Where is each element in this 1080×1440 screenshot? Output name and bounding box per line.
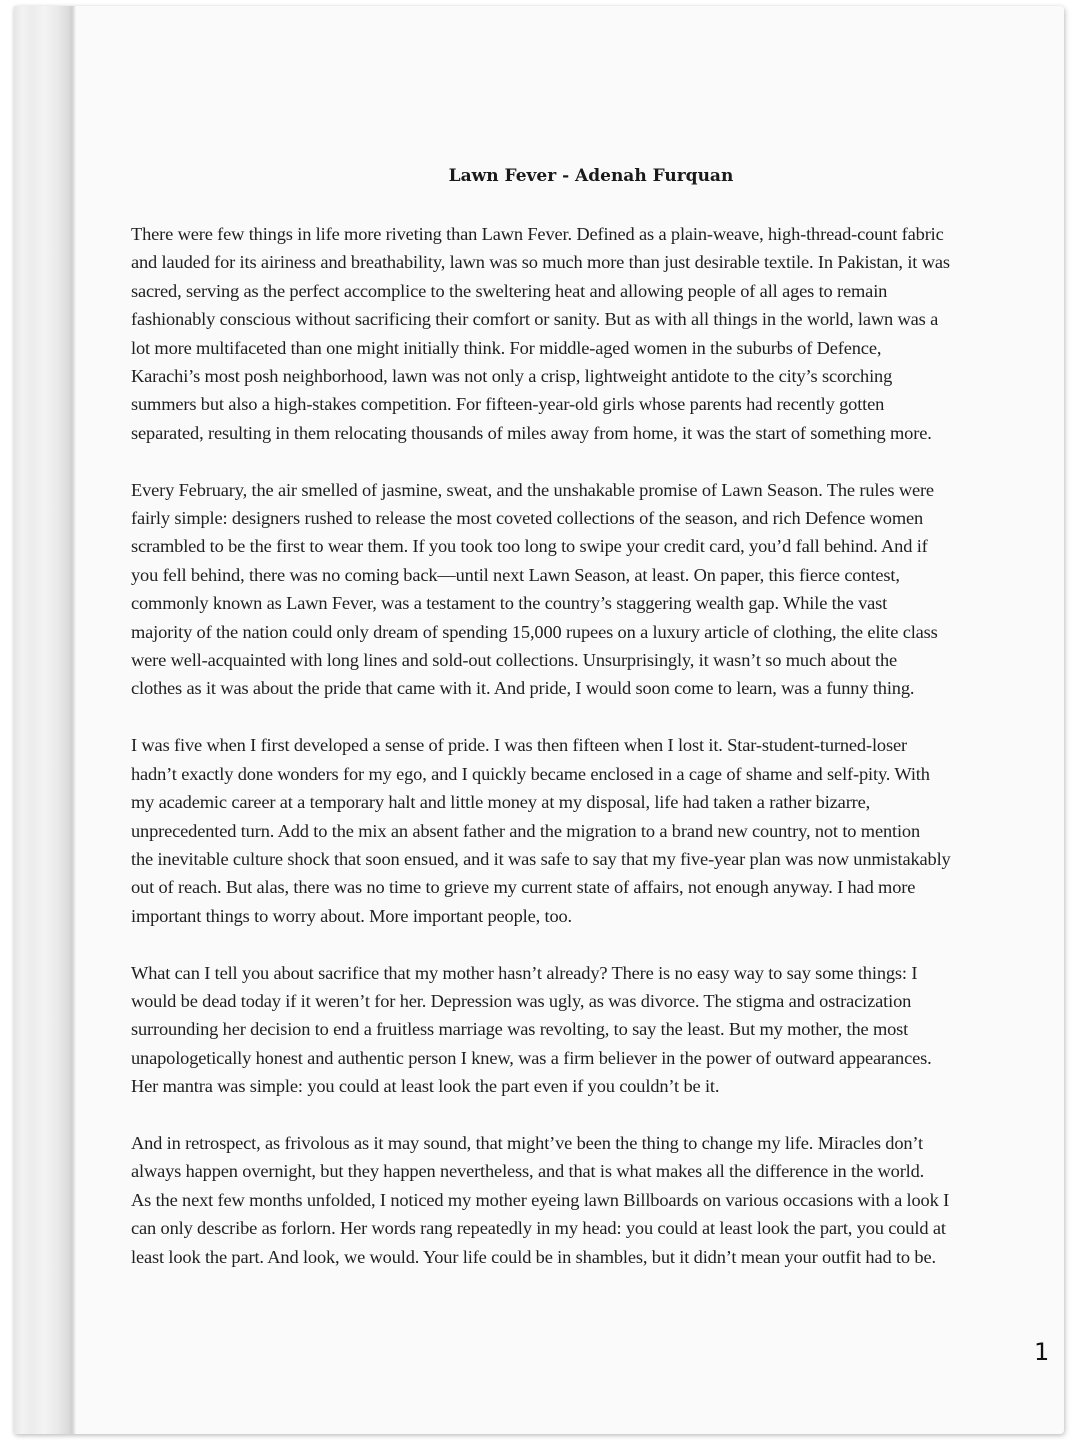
text-line: would be dead today if it weren’t for her. Depression was ugly, as was divorce. The stigma and ostracization (131, 990, 912, 1011)
text-line: I was five when I first developed a sense of pride. I was then fifteen when I lost it. Star-student-turned-loser (131, 735, 907, 756)
text-line: separated, resulting in them relocating thousands of miles away from home, it was the start of something more. (131, 422, 932, 443)
text-line: and lauded for its airiness and breathability, lawn was so much more than just desirable textile. In Pakistan, it was (131, 252, 950, 273)
text-line: majority of the nation could only dream of spending 15,000 rupees on a luxury article of clothing, the elite class (131, 621, 938, 642)
paragraph (131, 1129, 977, 1271)
text-line: important things to worry about. More important people, too. (131, 905, 572, 926)
text-line: out of reach. But alas, there was no time to grieve my current state of affairs, not enough anyway. I had more (131, 877, 916, 898)
paragraph (131, 731, 977, 930)
paragraph (131, 220, 977, 447)
text-line: Every February, the air smelled of jasmine, sweat, and the unshakable promise of Lawn Season. The rules were (131, 479, 934, 500)
text-line: always happen overnight, but they happen nevertheless, and that is what makes all the difference in the world. (131, 1161, 925, 1182)
text-line: my academic career at a temporary halt and little money at my disposal, life had taken a rather bizarre, (131, 792, 871, 813)
text-line: There were few things in life more riveting than Lawn Fever. Defined as a plain-weave, high-thread-count fabric (131, 224, 944, 244)
text-line: were well-acquainted with long lines and sold-out collections. Unsurprisingly, it wasn’t so much about the (131, 650, 898, 671)
text-line: least look the part. And look, we would. Your life could be in shambles, but it didn’t mean your outfit had to be. (131, 1246, 936, 1267)
text-line: sacred, serving as the perfect accomplice to the sweltering heat and allowing people of all ages to remain (131, 280, 888, 301)
text-line: commonly known as Lawn Fever, was a testament to the country’s staggering wealth gap. While the vast (131, 593, 888, 614)
paragraph (131, 476, 977, 703)
text-line: the inevitable culture shock that soon ensued, and it was safe to say that my five-year plan was now unmistakably (131, 848, 951, 869)
text-line: fairly simple: designers rushed to release the most coveted collections of the season, and rich Defence women (131, 508, 924, 529)
document-body (131, 220, 977, 1271)
page-number: 1 (1034, 1338, 1050, 1366)
text-line: surrounding her decision to end a fruitless marriage was revolting, to say the least. But my mother, the most (131, 1019, 909, 1040)
text-line: summers but also a high-stakes competition. For fifteen-year-old girls whose parents had recently gotten (131, 394, 885, 415)
text-line: unapologetically honest and authentic person I knew, was a firm believer in the power of outward appearances. (131, 1047, 932, 1068)
text-line: you fell behind, there was no coming back—until next Lawn Season, at least. On paper, this fierce contest, (131, 564, 900, 585)
text-line: As the next few months unfolded, I noticed my mother eyeing lawn Billboards on various occasions with a look I (131, 1189, 950, 1210)
text-line: And in retrospect, as frivolous as it may sound, that might’ve been the thing to change my life. Miracles don’t (131, 1132, 924, 1153)
text-line: Karachi’s most posh neighborhood, lawn was not only a crisp, lightweight antidote to the city’s scorching (131, 366, 893, 387)
text-line: hadn’t exactly done wonders for my ego, and I quickly became enclosed in a cage of shame and self-pity. With (131, 763, 930, 784)
text-line: fashionably conscious without sacrificing their comfort or sanity. But as with all things in the world, lawn was a (131, 309, 939, 330)
text-line: can only describe as forlorn. Her words rang repeatedly in my head: you could at least look the part, you could at (131, 1218, 946, 1239)
document-title: Lawn Fever - Adenah Furquan (448, 166, 734, 186)
text-line: unprecedented turn. Add to the mix an absent father and the migration to a brand new country, not to mention (131, 820, 921, 841)
text-line: clothes as it was about the pride that came with it. And pride, I would soon come to learn, was a funny thing. (131, 678, 915, 699)
text-line: lot more multifaceted than one might initially think. For middle-aged women in the suburbs of Defence, (131, 337, 882, 358)
text-line: Her mantra was simple: you could at least look the part even if you couldn’t be it. (131, 1076, 720, 1097)
text-line: scrambled to be the first to wear them. If you took too long to swipe your credit card, you’d fall behind. And if (131, 536, 928, 557)
book (14, 6, 1064, 1434)
text-line: What can I tell you about sacrifice that my mother hasn’t already? There is no easy way to say some things: I (131, 962, 918, 983)
paragraph (131, 959, 977, 1101)
book-spine (14, 6, 76, 1434)
page (76, 6, 1064, 1434)
